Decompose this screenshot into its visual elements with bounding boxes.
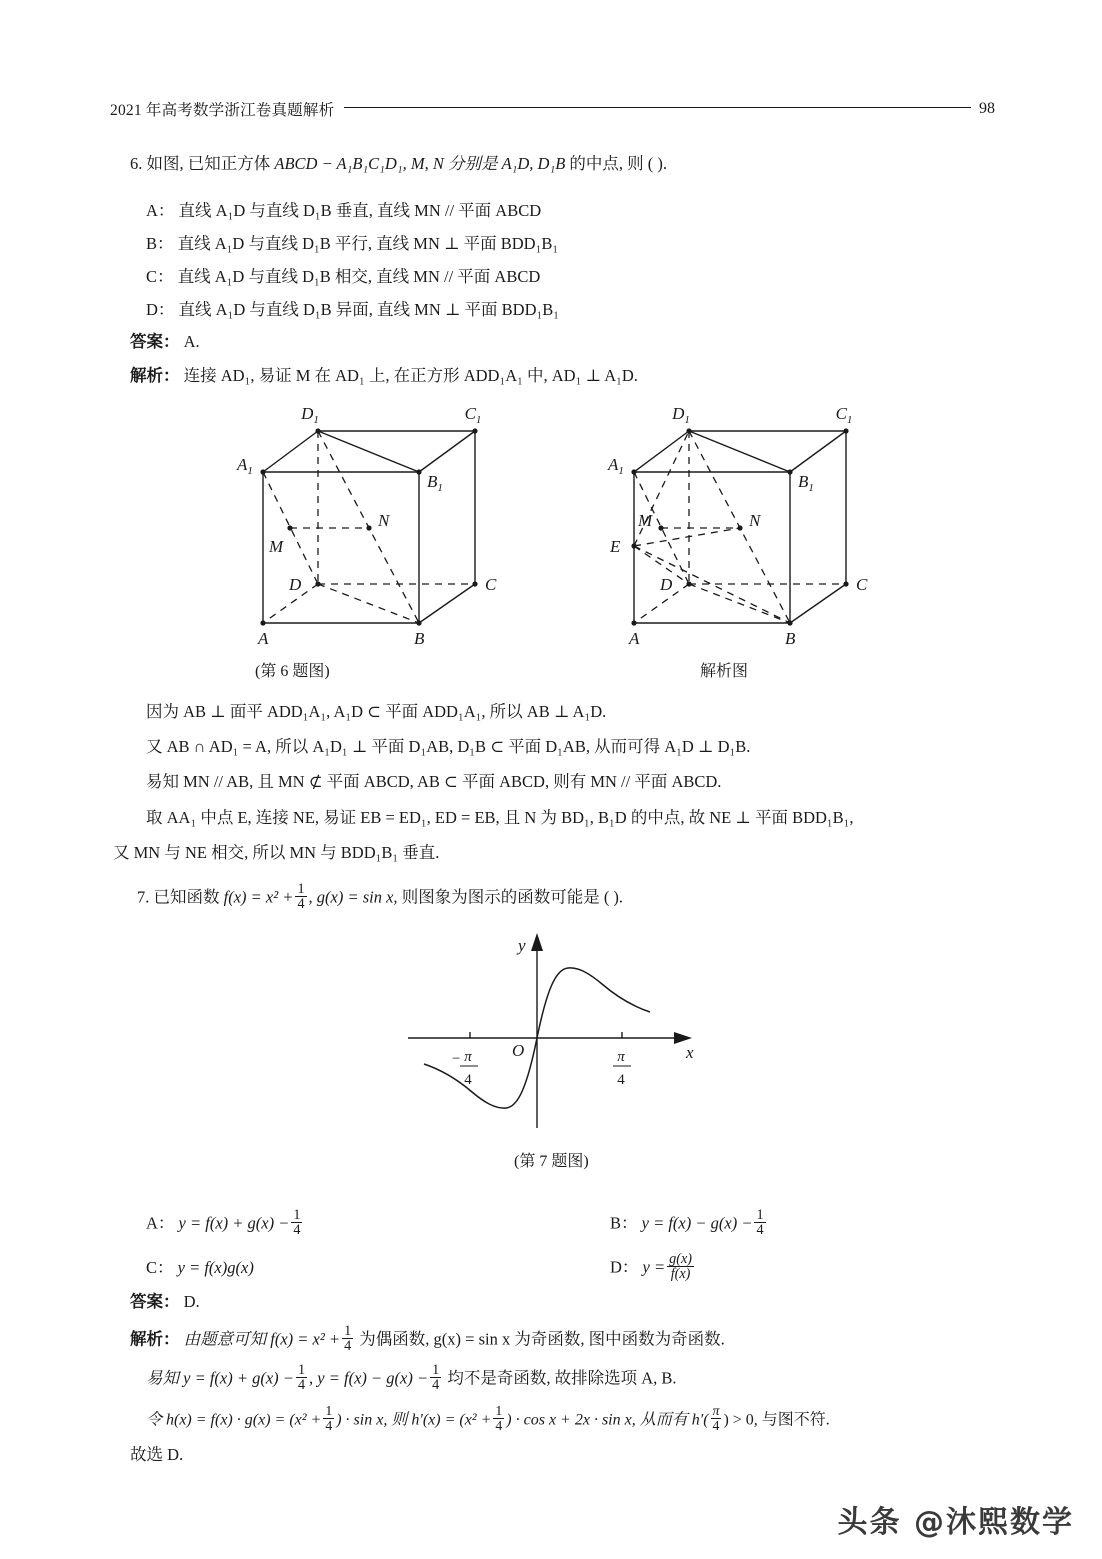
q7-stem-pre: 已知函数 <box>153 887 220 907</box>
fig2-label-E: E <box>610 537 621 556</box>
graph-tick-left-den: 4 <box>464 1072 472 1088</box>
fig1-label-A: A <box>258 629 269 648</box>
q6-answer <box>130 330 200 355</box>
q6-option-c[interactable] <box>146 265 540 290</box>
fig1-label-D1: $D_1$ <box>301 404 319 426</box>
q6-stem-pre: 如图, 已知正方体 <box>146 154 271 173</box>
q7-sol3-d: ) > 0, 与图不符. <box>723 1411 830 1429</box>
q7-option-c-key: C： <box>146 1258 174 1277</box>
q7-sol3-b: ) · sin x, 则 h′(x) = (x² + <box>336 1411 492 1429</box>
q6-proof-line-1: 因为 AB ⊥ 面平 ADD₁A₁, A₁D ⊂ 平面 ADD₁A₁, 所以 AB ⊥ A₁D. <box>146 702 607 721</box>
q7-sol1-fraction: $\frac{1}{4}$ <box>344 1323 352 1355</box>
q7-option-d-fraction: $\frac{g(x)}{f(x)}$ <box>669 1251 692 1283</box>
q7-option-a-body: y = f(x) + g(x) − <box>178 1213 290 1233</box>
q6-option-a-key: A： <box>146 201 175 220</box>
q6-option-c-text: 直线 A₁D 与直线 D₁B 相交, 直线 MN // 平面 ABCD <box>177 267 541 286</box>
fig2-label-B: B <box>785 629 796 648</box>
q7-solution-label: 解析： <box>130 1329 180 1349</box>
q7-sol3-c: ) · cos x + 2x · sin x, 从而有 h′( <box>506 1411 709 1429</box>
q7-sol2-c: 均不是奇函数, 故排除选项 A, B. <box>447 1368 677 1388</box>
q6-answer-label: 答案： <box>130 332 180 351</box>
q6-option-d[interactable] <box>146 298 559 323</box>
q7-solution-line-2 <box>146 1363 676 1393</box>
q7-sol2-fraction-1: $\frac{1}{4}$ <box>297 1362 306 1394</box>
q7-solution-line-1 <box>130 1324 725 1354</box>
q6-figure-1 <box>225 400 515 650</box>
q7-option-b-fraction: $\frac{1}{4}$ <box>756 1207 764 1239</box>
q6-stem-post: 的中点, 则 ( ). <box>569 154 668 173</box>
q6-option-d-key: D： <box>146 300 175 319</box>
q6-answer-value: A. <box>183 332 200 351</box>
fig2-label-M: M <box>638 511 653 530</box>
q7-sol1-b: 为偶函数, g(x) = sin x 为奇函数, 图中函数为奇函数. <box>359 1329 725 1349</box>
q7-sol2-a: 易知 y = f(x) + g(x) − <box>146 1368 294 1388</box>
graph-tick-left-minus: − <box>452 1051 461 1067</box>
q6-option-d-text: 直线 A₁D 与直线 D₁B 异面, 直线 MN ⊥ 平面 BDD₁B₁ <box>178 300 560 319</box>
q6-solution-label: 解析： <box>130 366 180 385</box>
q6-stem-cube: ABCD − A₁B₁C₁D₁, <box>274 154 407 173</box>
fig1-label-B: B <box>414 629 425 648</box>
q7-answer-value: D. <box>183 1292 200 1311</box>
q7-sol3-fraction-2: $\frac{1}{4}$ <box>495 1403 503 1434</box>
fig2-label-D: D <box>660 575 673 594</box>
q7-option-d[interactable] <box>610 1252 696 1282</box>
q6-proof-line-5: 又 MN 与 NE 相交, 所以 MN 与 BDD₁B₁ 垂直. <box>113 843 440 862</box>
q7-option-b-body: y = f(x) − g(x) − <box>641 1213 753 1233</box>
fig1-label-A1: $A_1$ <box>237 455 253 477</box>
fig2-label-N: N <box>749 511 761 530</box>
q7-stem-post: 则图象为图示的函数可能是 ( ). <box>401 887 624 907</box>
fig2-label-A: A <box>629 629 640 648</box>
q6-stem-mid: M, N 分别是 <box>410 154 498 173</box>
q7-option-a-key: A： <box>146 1213 175 1233</box>
q7-stem-f: f(x) = x² + <box>223 887 294 907</box>
page-number: 98 <box>979 100 995 117</box>
fig1-label-N: N <box>378 511 390 530</box>
q6-option-c-key: C： <box>146 267 174 286</box>
q7-option-a[interactable] <box>146 1208 304 1238</box>
q6-option-b-key: B： <box>146 234 174 253</box>
fig2-label-C1: $C_1$ <box>835 404 853 426</box>
q7-sol3-fraction-3: $\frac{\pi}{4}$ <box>712 1403 720 1434</box>
q7-option-b[interactable] <box>610 1208 768 1238</box>
graph-tick-right-num: π <box>617 1049 625 1065</box>
fig2-label-C: C <box>856 575 868 594</box>
q7-solution-line-3 <box>146 1404 830 1433</box>
fig2-label-D1: $D_1$ <box>672 404 690 426</box>
running-header <box>110 95 995 123</box>
graph-y-label: y <box>518 936 526 955</box>
q7-stem-fraction: $\frac{1}{4}$ <box>297 881 305 913</box>
graph-x-label: x <box>686 1043 694 1062</box>
q6-stem-number: 6. <box>130 154 143 173</box>
fig2-label-A1: $A_1$ <box>608 455 624 477</box>
q6-proof-line-4: 取 AA₁ 中点 E, 连接 NE, 易证 EB = ED₁, ED = EB, 且 N 为 BD₁, B₁D 的中点, 故 NE ⊥ 平面 BDD₁B₁, <box>146 808 854 827</box>
q7-figure-caption: (第 7 题图) <box>514 1153 589 1170</box>
q6-figure-1-caption: (第 6 题图) <box>255 663 330 680</box>
q7-stem <box>137 882 623 912</box>
graph-tick-left-num: π <box>464 1049 472 1065</box>
y-axis-arrow <box>531 933 543 951</box>
q7-sol3-fraction-1: $\frac{1}{4}$ <box>325 1403 333 1434</box>
fig1-label-C1: $C_1$ <box>464 404 482 426</box>
q6-proof-line-3: 易知 MN // AB, 且 MN ⊄ 平面 ABCD, AB ⊂ 平面 ABCD, 则有 MN // 平面 ABCD. <box>146 772 722 791</box>
q6-solution-lead <box>130 364 638 389</box>
q7-option-a-fraction: $\frac{1}{4}$ <box>293 1207 301 1239</box>
q6-stem <box>130 152 667 177</box>
q7-option-c-body: y = f(x)g(x) <box>177 1258 254 1277</box>
fig1-label-D: D <box>289 575 302 594</box>
fig1-label-B1: $B_1$ <box>427 472 443 494</box>
q6-proof-line-2: 又 AB ∩ AD₁ = A, 所以 A₁D₁ ⊥ 平面 D₁AB, D₁B ⊂ 平面 D₁AB, 从而可得 A₁D ⊥ D₁B. <box>146 737 751 756</box>
q7-sol2-fraction-2: $\frac{1}{4}$ <box>432 1362 440 1394</box>
watermark: 头条 @沐熙数学 <box>837 1505 1074 1540</box>
q7-sol3-a: 令 h(x) = f(x) · g(x) = (x² + <box>146 1411 322 1429</box>
graph-origin-label: O <box>512 1041 525 1060</box>
q6-figure-2 <box>596 400 886 650</box>
fig2-label-B1: $B_1$ <box>798 472 814 494</box>
q7-option-c[interactable] <box>146 1254 254 1278</box>
q7-stem-g: , g(x) = sin x, <box>308 887 398 907</box>
header-rule <box>344 107 971 108</box>
q6-option-a[interactable] <box>146 199 541 224</box>
fig1-label-C: C <box>485 575 497 594</box>
q7-option-d-key: D： <box>610 1257 639 1277</box>
q6-solution-lead-text: 连接 AD₁, 易证 M 在 AD₁ 上, 在正方形 ADD₁A₁ 中, AD₁ ⊥ A₁D. <box>183 366 638 385</box>
q7-sol1-a: 由题意可知 f(x) = x² + <box>183 1329 341 1349</box>
q7-option-d-body: y = <box>642 1257 666 1277</box>
q7-answer <box>130 1290 200 1315</box>
q7-solution-line-4: 故选 D. <box>130 1445 184 1464</box>
q7-sol2-b: , y = f(x) − g(x) − <box>309 1368 429 1388</box>
q7-option-b-key: B： <box>610 1213 638 1233</box>
q7-answer-label: 答案： <box>130 1292 180 1311</box>
q7-stem-number: 7. <box>137 887 150 907</box>
q6-stem-seg: A₁D, D₁B <box>501 154 566 173</box>
q6-option-a-text: 直线 A₁D 与直线 D₁B 垂直, 直线 MN // 平面 ABCD <box>178 201 542 220</box>
header-title: 2021 年高考数学浙江卷真题解析 <box>110 102 335 119</box>
fig1-label-M: M <box>269 537 284 556</box>
q7-figure-graph <box>400 925 700 1140</box>
graph-tick-right-den: 4 <box>617 1072 625 1088</box>
q6-option-b[interactable] <box>146 232 558 257</box>
q6-figure-2-caption: 解析图 <box>700 663 749 680</box>
q6-option-b-text: 直线 A₁D 与直线 D₁B 平行, 直线 MN ⊥ 平面 BDD₁B₁ <box>177 234 559 253</box>
